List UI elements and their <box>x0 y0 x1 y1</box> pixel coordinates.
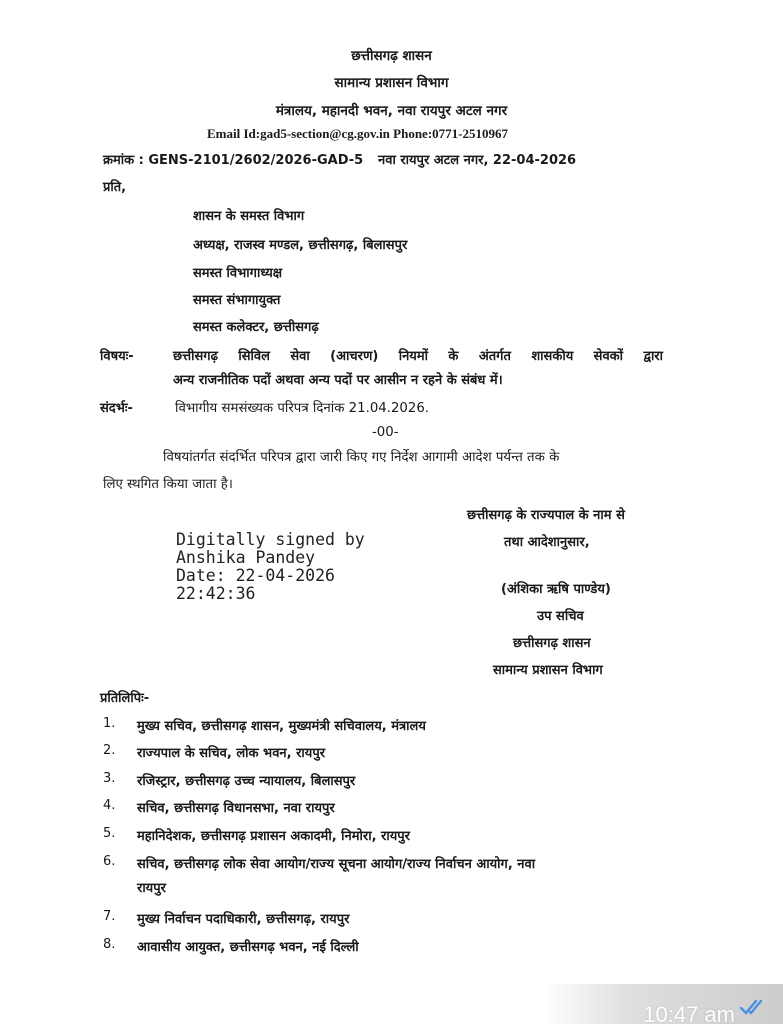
signatory-line-2: तथा आदेशानुसार, <box>504 535 590 550</box>
recipient-item: समस्त विभागाध्यक्ष <box>193 266 283 281</box>
recipient-item: शासन के समस्त विभाग <box>193 209 305 224</box>
copy-to-item-number: 8. <box>103 937 116 952</box>
body-line-1: विषयांतर्गत संदर्भित परिपत्र द्वारा जारी किए गए निर्देश आगामी आदेश पर्यन्त तक के <box>163 450 560 465</box>
copy-to-item-number: 5. <box>103 826 116 841</box>
sandarbh-text: विभागीय समसंख्यक परिपत्र दिनांक 21.04.2026. <box>175 401 430 416</box>
body-line-2: लिए स्थगित किया जाता है। <box>103 477 233 492</box>
copy-to-item-number: 2. <box>103 743 116 758</box>
copy-to-item-number: 6. <box>103 854 116 869</box>
copy-to-item: महानिदेशक, छत्तीसगढ़ प्रशासन अकादमी, निमोरा, रायपुर <box>137 829 410 844</box>
copy-to-item: सचिव, छत्तीसगढ़ लोक सेवा आयोग/राज्य सूचना आयोग/राज्य निर्वाचन आयोग, नवा <box>137 857 536 872</box>
copy-to-item: मुख्य निर्वाचन पदाधिकारी, छत्तीसगढ़, रायपुर <box>137 912 350 927</box>
header-email-phone: Email Id:gad5-section@cg.gov.in Phone:0771-2510967 <box>207 126 508 141</box>
copy-to-item: आवासीय आयुक्त, छत्तीसगढ़ भवन, नई दिल्ली <box>137 940 359 955</box>
copy-to-item-number: 3. <box>103 771 116 786</box>
digital-signature-line-3: Date: 22-04-2026 <box>176 566 335 585</box>
signatory-line-1: छत्तीसगढ़ के राज्यपाल के नाम से <box>467 508 625 523</box>
header-government: छत्तीसगढ़ शासन <box>351 48 432 64</box>
copy-to-item-number: 1. <box>103 716 116 731</box>
copy-to-item-continuation: रायपुर <box>137 881 166 896</box>
signatory-office-1: छत्तीसगढ़ शासन <box>513 636 591 651</box>
reference-number: क्रमांक : GENS-2101/2602/2026-GAD-5 <box>103 153 364 168</box>
copy-to-item: रजिस्ट्रार, छत्तीसगढ़ उच्च न्यायालय, बिलासपुर <box>137 774 356 789</box>
copy-to-item: राज्यपाल के सचिव, लोक भवन, रायपुर <box>137 746 326 761</box>
subject-label: विषयः- <box>100 349 134 364</box>
double-check-icon <box>739 998 769 1020</box>
header-department: सामान्य प्रशासन विभाग <box>334 75 449 91</box>
copy-to-item: सचिव, छत्तीसगढ़ विधानसभा, नवा रायपुर <box>137 801 335 816</box>
to-label: प्रति, <box>103 180 127 195</box>
subject-line-2: अन्य राजनीतिक पदों अथवा अन्य पदों पर आसीन न रहने के संबंध में। <box>173 373 503 388</box>
message-timestamp-overlay <box>543 984 783 1027</box>
recipient-item: अध्यक्ष, राजस्व मण्डल, छत्तीसगढ़, बिलासपुर <box>193 238 408 253</box>
copy-to-label: प्रतिलिपिः- <box>100 691 150 706</box>
copy-to-item-number: 7. <box>103 909 116 924</box>
digital-signature-line-2: Anshika Pandey <box>176 548 316 567</box>
header-address: मंत्रालय, महानदी भवन, नवा रायपुर अटल नगर <box>275 103 508 119</box>
reference-place-date: नवा रायपुर अटल नगर, 22-04-2026 <box>378 153 577 168</box>
separator: -00- <box>372 425 399 440</box>
message-time: 10:47 am <box>643 1002 735 1027</box>
recipient-item: समस्त कलेक्टर, छत्तीसगढ़ <box>193 320 319 335</box>
subject-line-1: छत्तीसगढ़ सिविल सेवा (आचरण) नियमों के अंतर्गत शासकीय सेवकों द्वारा <box>173 349 663 364</box>
digital-signature-line-1: Digitally signed by <box>176 530 365 549</box>
signatory-name: (अंशिका ऋषि पाण्डेय) <box>501 582 611 597</box>
digital-signature-line-4: 22:42:36 <box>176 584 256 603</box>
signatory-designation: उप सचिव <box>537 609 584 624</box>
signatory-office-2: सामान्य प्रशासन विभाग <box>493 663 603 678</box>
copy-to-item-number: 4. <box>103 798 116 813</box>
recipient-item: समस्त संभागायुक्त <box>193 293 281 308</box>
sandarbh-label: संदर्भः- <box>100 401 133 416</box>
copy-to-item: मुख्य सचिव, छत्तीसगढ़ शासन, मुख्यमंत्री सचिवालय, मंत्रालय <box>137 719 426 734</box>
